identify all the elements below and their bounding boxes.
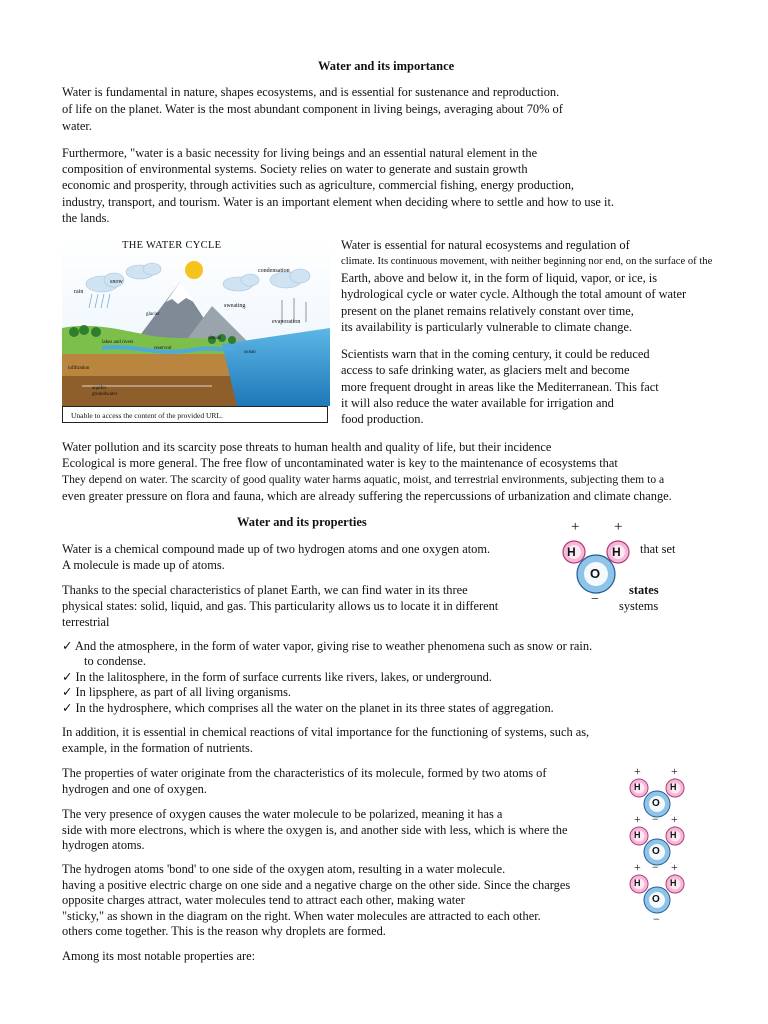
intro-line: of life on the planet. Water is the most abundant component in living beings, averaging about 70% of	[62, 102, 563, 116]
page-title: Water and its importance	[318, 59, 455, 73]
paragraph-line: access to safe drinking water, as glaciers melt and become	[341, 363, 630, 377]
paragraph-line: example, in the formation of nutrients.	[62, 741, 253, 755]
oxygen-label: O	[652, 846, 660, 857]
list-item: ✓ And the atmosphere, in the form of water vapor, giving rise to weather phenomena such as snow or rain.	[62, 639, 593, 653]
paragraph-line: Water is essential for natural ecosystems and regulation of	[341, 238, 630, 252]
hydrogen-label: H	[670, 830, 677, 840]
water-cycle-figure	[62, 236, 330, 424]
hydrogen-label: H	[634, 782, 641, 792]
paragraph-line: Furthermore, "water is a basic necessity for living beings and an essential natural element in the	[62, 146, 538, 160]
intro-line: Water is fundamental in nature, shapes ecosystems, and is essential for sustenance and reproduction.	[62, 85, 560, 99]
plus-charge: +	[634, 764, 641, 778]
figure-heading: THE WATER CYCLE	[122, 240, 222, 251]
oxygen-label: O	[590, 566, 601, 581]
paragraph-line: even greater pressure on flora and fauna, which are already suffering the repercussions of urbanization and climate change.	[62, 489, 672, 503]
hydrogen-label: H	[612, 545, 621, 559]
paragraph-line: hydrological cycle or water cycle. Although the total amount of water	[341, 287, 687, 301]
minus-charge: −	[652, 860, 659, 874]
paragraph-line: The hydrogen atoms 'bond' to one side of the oxygen atom, resulting in a water molecule.	[62, 862, 506, 876]
hydrogen-label: H	[670, 878, 677, 888]
check-icon: ✓	[62, 670, 73, 684]
figure-label: ocean	[244, 350, 256, 355]
side-text: systems	[619, 599, 659, 613]
paragraph-line: it will also reduce the water available for irrigation and	[341, 396, 614, 410]
hydrogen-label: H	[634, 878, 641, 888]
paragraph-line: The properties of water originate from the characteristics of its molecule, formed by two atoms of	[62, 766, 547, 780]
paragraph-line: Thanks to the special characteristics of planet Earth, we can find water in its three	[62, 583, 468, 597]
plus-charge: +	[571, 519, 580, 535]
plus-charge: +	[671, 812, 678, 826]
paragraph-line: food production.	[341, 412, 424, 426]
check-icon: ✓	[62, 639, 73, 653]
check-icon: ✓	[62, 685, 73, 699]
side-text: that set	[640, 542, 676, 556]
minus-charge: −	[653, 912, 660, 926]
figure-label: rain	[74, 289, 84, 295]
paragraph-line: Scientists warn that in the coming century, it could be reduced	[341, 347, 650, 361]
hydrogen-label: H	[670, 782, 677, 792]
paragraph-line: Earth, above and below it, in the form of liquid, vapor, or ice, is	[341, 271, 658, 285]
minus-charge: −	[591, 592, 599, 607]
plus-charge: +	[634, 860, 641, 874]
figure-label: lakes and rivers	[102, 340, 134, 345]
paragraph-line: hydrogen and one of oxygen.	[62, 782, 207, 796]
paragraph-line: opposite charges attract, water molecules tend to attract each other, making water	[62, 893, 465, 907]
paragraph-line: Among its most notable properties are:	[62, 949, 256, 963]
list-item: ✓ In the lalitosphere, in the form of surface currents like rivers, lakes, or underground.	[62, 670, 492, 684]
plus-charge: +	[671, 860, 678, 874]
side-text: states	[629, 583, 659, 597]
figure-label: aquifer	[92, 386, 107, 391]
figure-label: infiltration	[68, 366, 90, 371]
plus-charge: +	[634, 812, 641, 826]
paragraph-line: "sticky," as shown in the diagram on the right. When water molecules are attracted to each other.	[62, 909, 541, 923]
list-item: ✓ In the hydrosphere, which comprises all the water on the planet in its three states of aggregation.	[62, 701, 554, 715]
check-icon: ✓	[62, 701, 73, 715]
paragraph-line: In addition, it is essential in chemical reactions of vital importance for the functioning of systems, such as,	[62, 725, 590, 739]
paragraph-line: having a positive electric charge on one side and a negative charge on the other side. Since the charges	[62, 878, 571, 892]
figure-label: evaporation	[272, 319, 301, 325]
figure-label: snow	[110, 279, 123, 285]
plus-charge: +	[671, 764, 678, 778]
paragraph-line: They depend on water. The scarcity of good quality water harms aquatic, moist, and terrestrial environments, subjecting them to a	[62, 473, 665, 486]
plus-charge: +	[614, 519, 623, 535]
figure-label: condensation	[258, 268, 290, 274]
paragraph-line: composition of environmental systems. Society relies on water to generate and sustain growth	[62, 162, 528, 176]
paragraph-line: Ecological is more general. The free flow of uncontaminated water is key to the maintenance of ecosystems that	[62, 456, 618, 470]
paragraph-line: economic and prosperity, through activities such as agriculture, commercial fishing, energy production,	[62, 178, 574, 192]
paragraph-line: climate. Its continuous movement, with neither beginning nor end, on the surface of the	[341, 256, 713, 267]
paragraph-line: A molecule is made up of atoms.	[62, 558, 225, 572]
paragraph-line: others come together. This is the reason why droplets are formed.	[62, 924, 386, 938]
figure-label: sweating	[224, 303, 246, 309]
paragraph-line: hydrogen atoms.	[62, 838, 145, 852]
paragraph-line: Water is a chemical compound made up of two hydrogen atoms and one oxygen atom.	[62, 542, 491, 556]
list-item: ✓ In lipsphere, as part of all living organisms.	[62, 685, 292, 699]
section-title: Water and its properties	[237, 515, 367, 529]
oxygen-label: O	[652, 798, 660, 809]
hydrogen-label: H	[567, 545, 576, 559]
paragraph-line: its availability is particularly vulnerable to climate change.	[341, 320, 633, 334]
paragraph-line: present on the planet remains relatively constant over time,	[341, 304, 634, 318]
paragraph-line: the lands.	[62, 211, 110, 225]
paragraph-line: The very presence of oxygen causes the water molecule to be polarized, meaning it has a	[62, 807, 503, 821]
paragraph-line: more frequent drought in areas like the Mediterranean. This fact	[341, 380, 659, 394]
paragraph-line: industry, transport, and tourism. Water is an important element when deciding where to settle and how to use it.	[62, 195, 614, 209]
hydrogen-label: H	[634, 830, 641, 840]
paragraph-line: physical states: solid, liquid, and gas. This particularity allows us to locate it in different	[62, 599, 499, 613]
intro-line: water.	[62, 119, 92, 133]
figure-label: clouds	[208, 336, 222, 341]
figure-label: groundwater	[92, 392, 118, 397]
figure-label: reservoir	[154, 346, 172, 351]
paragraph-line: terrestrial	[62, 615, 110, 629]
list-item-continuation: to condense.	[84, 654, 146, 668]
paragraph-line: side with more electrons, which is where the oxygen is, and another side with less, which is where the	[62, 823, 568, 837]
minus-charge: −	[652, 812, 659, 826]
figure-caption: Unable to access the content of the provided URL.	[62, 406, 328, 423]
figure-label: glacier	[146, 312, 160, 317]
oxygen-label: O	[652, 894, 660, 905]
paragraph-line: Water pollution and its scarcity pose threats to human health and quality of life, but their incidence	[62, 440, 552, 454]
